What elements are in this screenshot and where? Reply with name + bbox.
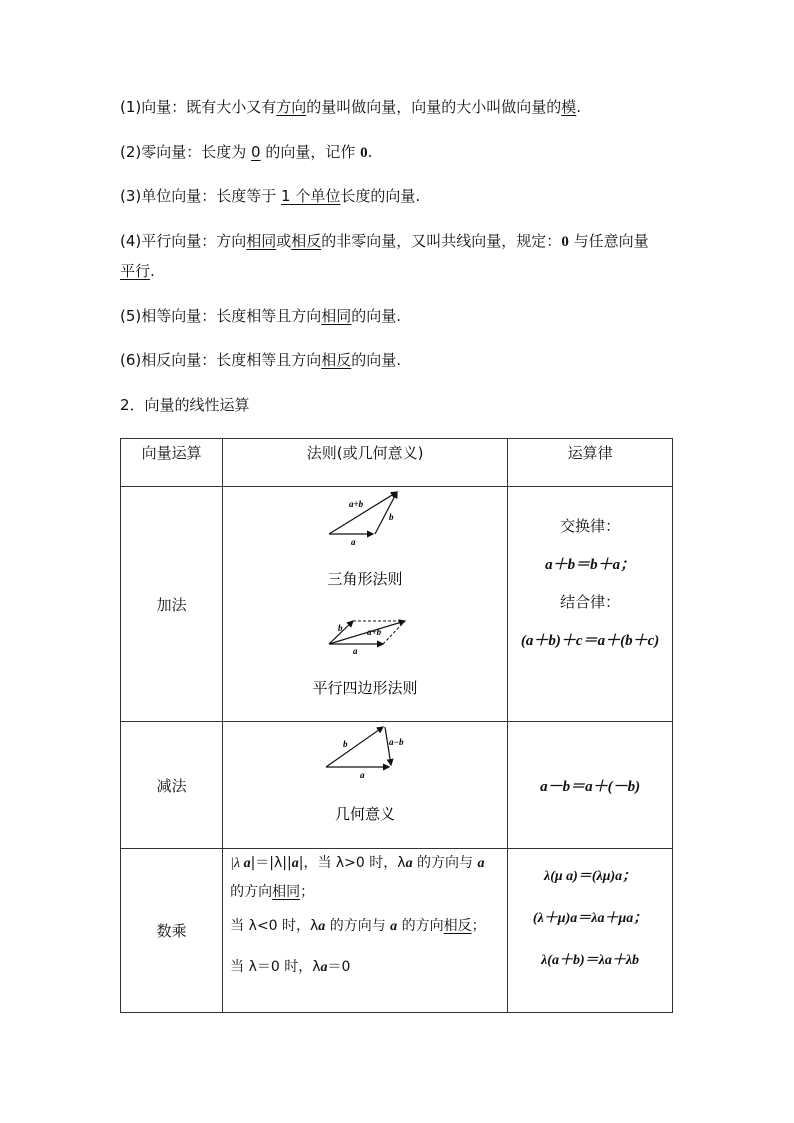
underlined-answer: 相反 xyxy=(291,232,322,250)
text: 的方向 xyxy=(230,884,273,900)
scalar-law-3: λ(a＋b)＝λa＋λb xyxy=(541,953,640,968)
underlined-answer: 模 xyxy=(561,98,577,116)
operation-name: 减法 xyxy=(121,722,223,849)
text: . xyxy=(576,98,582,116)
bold-zero: 0 xyxy=(360,145,368,161)
label-a: a xyxy=(351,537,356,547)
vector-a: a xyxy=(291,856,299,871)
text: |＝|λ|| xyxy=(250,855,292,871)
text: (3)单位向量：长度等于 xyxy=(120,187,282,205)
scalar-rule-cell xyxy=(223,849,508,1013)
triangle-rule-diagram xyxy=(329,492,397,547)
text: (5)相等向量：长度相等且方向 xyxy=(120,307,322,325)
underlined-answer: 1 个单位 xyxy=(281,187,341,205)
scalar-rule-line-3 xyxy=(230,912,507,941)
vector-a: a xyxy=(318,919,326,934)
text: (1)向量：既有大小又有 xyxy=(120,98,277,116)
bold-zero: 0 xyxy=(561,234,569,250)
text: ＝0 xyxy=(327,959,351,975)
underlined-answer: 相反 xyxy=(321,351,352,369)
subtraction-caption: 几何意义 xyxy=(335,805,396,823)
scalar-rule-line-4 xyxy=(230,953,507,982)
text: 的方向 xyxy=(397,918,444,934)
table-header-row xyxy=(121,439,673,487)
text: 与任意向量 xyxy=(568,232,649,250)
parallelogram-rule-diagram xyxy=(329,621,405,656)
definition-equal-vector xyxy=(120,301,401,331)
vector-a: a xyxy=(405,856,413,871)
text: 的向量. xyxy=(351,351,402,369)
scalar-rule-line-2 xyxy=(230,878,507,906)
triangle-rule-caption: 三角形法则 xyxy=(327,570,403,588)
definition-parallel-vector-cont xyxy=(120,256,155,286)
text: 的量叫做向量，向量的大小叫做向量的 xyxy=(306,98,562,116)
definition-opposite-vector xyxy=(120,345,401,375)
scalar-laws-cell xyxy=(508,849,673,1013)
text: 的非零向量，又叫共线向量，规定： xyxy=(321,232,562,250)
text: 的向量. xyxy=(351,307,402,325)
text: (4)平行向量：方向 xyxy=(120,232,247,250)
subtraction-rule-cell xyxy=(223,722,508,849)
commutative-law: a＋b＝b＋a； xyxy=(545,557,636,573)
underlined-answer: 相同 xyxy=(321,307,352,325)
operation-name: 加法 xyxy=(121,487,223,722)
label-a-minus-b: a−b xyxy=(389,737,404,747)
underlined-answer: 相同 xyxy=(246,232,277,250)
addition-rule-cell xyxy=(223,487,508,722)
addition-figures xyxy=(223,487,507,717)
label-b: b xyxy=(389,512,394,522)
text: ； xyxy=(471,918,486,934)
definition-parallel-vector xyxy=(120,226,649,257)
operation-name: 数乘 xyxy=(121,849,223,1013)
text: ； xyxy=(300,884,315,900)
definition-vector xyxy=(120,92,581,122)
text: |，当 λ>0 时，λ xyxy=(298,855,406,871)
label-a-plus-b: a+b xyxy=(349,499,364,509)
label-b: b xyxy=(338,623,343,633)
definition-zero-vector xyxy=(120,137,372,168)
label-a: a xyxy=(360,770,365,780)
text: 当 λ＝0 时，λ xyxy=(230,959,321,975)
underlined-answer: 方向 xyxy=(276,98,307,116)
vector-a: a xyxy=(320,960,328,975)
vector-a: a xyxy=(390,919,398,934)
underlined-answer: 相同 xyxy=(272,884,301,900)
text: 长度的向量. xyxy=(340,187,421,205)
underlined-answer: 平行 xyxy=(120,262,151,280)
text: 的向量，记作 xyxy=(260,143,361,161)
table-row-subtraction xyxy=(121,722,673,849)
section-title: 2．向量的线性运算 xyxy=(120,396,250,414)
table-row-scalar-multiplication xyxy=(121,849,673,1013)
text: 或 xyxy=(276,232,292,250)
associative-law: (a＋b)＋c＝a＋(b＋c) xyxy=(520,633,660,649)
associative-title: 结合律： xyxy=(560,593,621,611)
scalar-law-2: (λ＋μ)a＝λa＋μa； xyxy=(532,911,648,926)
text: (2)零向量：长度为 xyxy=(120,143,252,161)
parallelogram-rule-caption: 平行四边形法则 xyxy=(312,679,418,697)
text: 的方向与 xyxy=(325,918,391,934)
underlined-answer: 0 xyxy=(251,143,261,161)
text: . xyxy=(367,143,373,161)
vector-b-arrow xyxy=(326,727,383,767)
commutative-title: 交换律： xyxy=(560,517,621,535)
text: . xyxy=(150,262,155,280)
label-a-plus-b: a+b xyxy=(367,627,382,637)
header-cell: 法则(或几何意义) xyxy=(223,439,508,487)
definition-unit-vector xyxy=(120,181,420,211)
linear-operations-table xyxy=(120,438,673,1013)
underlined-answer: 相反 xyxy=(443,918,472,934)
subtraction-figure xyxy=(223,722,507,844)
label-b: b xyxy=(343,739,348,749)
subtraction-law: a－b＝a＋(－b) xyxy=(508,722,673,849)
text: 的方向与 xyxy=(412,855,478,871)
text: 当 λ<0 时，λ xyxy=(230,918,319,934)
addition-laws-cell xyxy=(508,487,673,722)
scalar-rule-line-1 xyxy=(230,849,507,878)
scalar-law-1: λ(μ a)＝(λμ)a； xyxy=(544,869,637,884)
vector-a: a xyxy=(243,856,251,871)
header-cell: 运算律 xyxy=(508,439,673,487)
text: |λ xyxy=(230,856,244,871)
vector-a: a xyxy=(477,856,485,871)
header-cell: 向量运算 xyxy=(121,439,223,487)
label-a: a xyxy=(353,646,358,656)
text: (6)相反向量：长度相等且方向 xyxy=(120,351,322,369)
table-row-addition xyxy=(121,487,673,722)
